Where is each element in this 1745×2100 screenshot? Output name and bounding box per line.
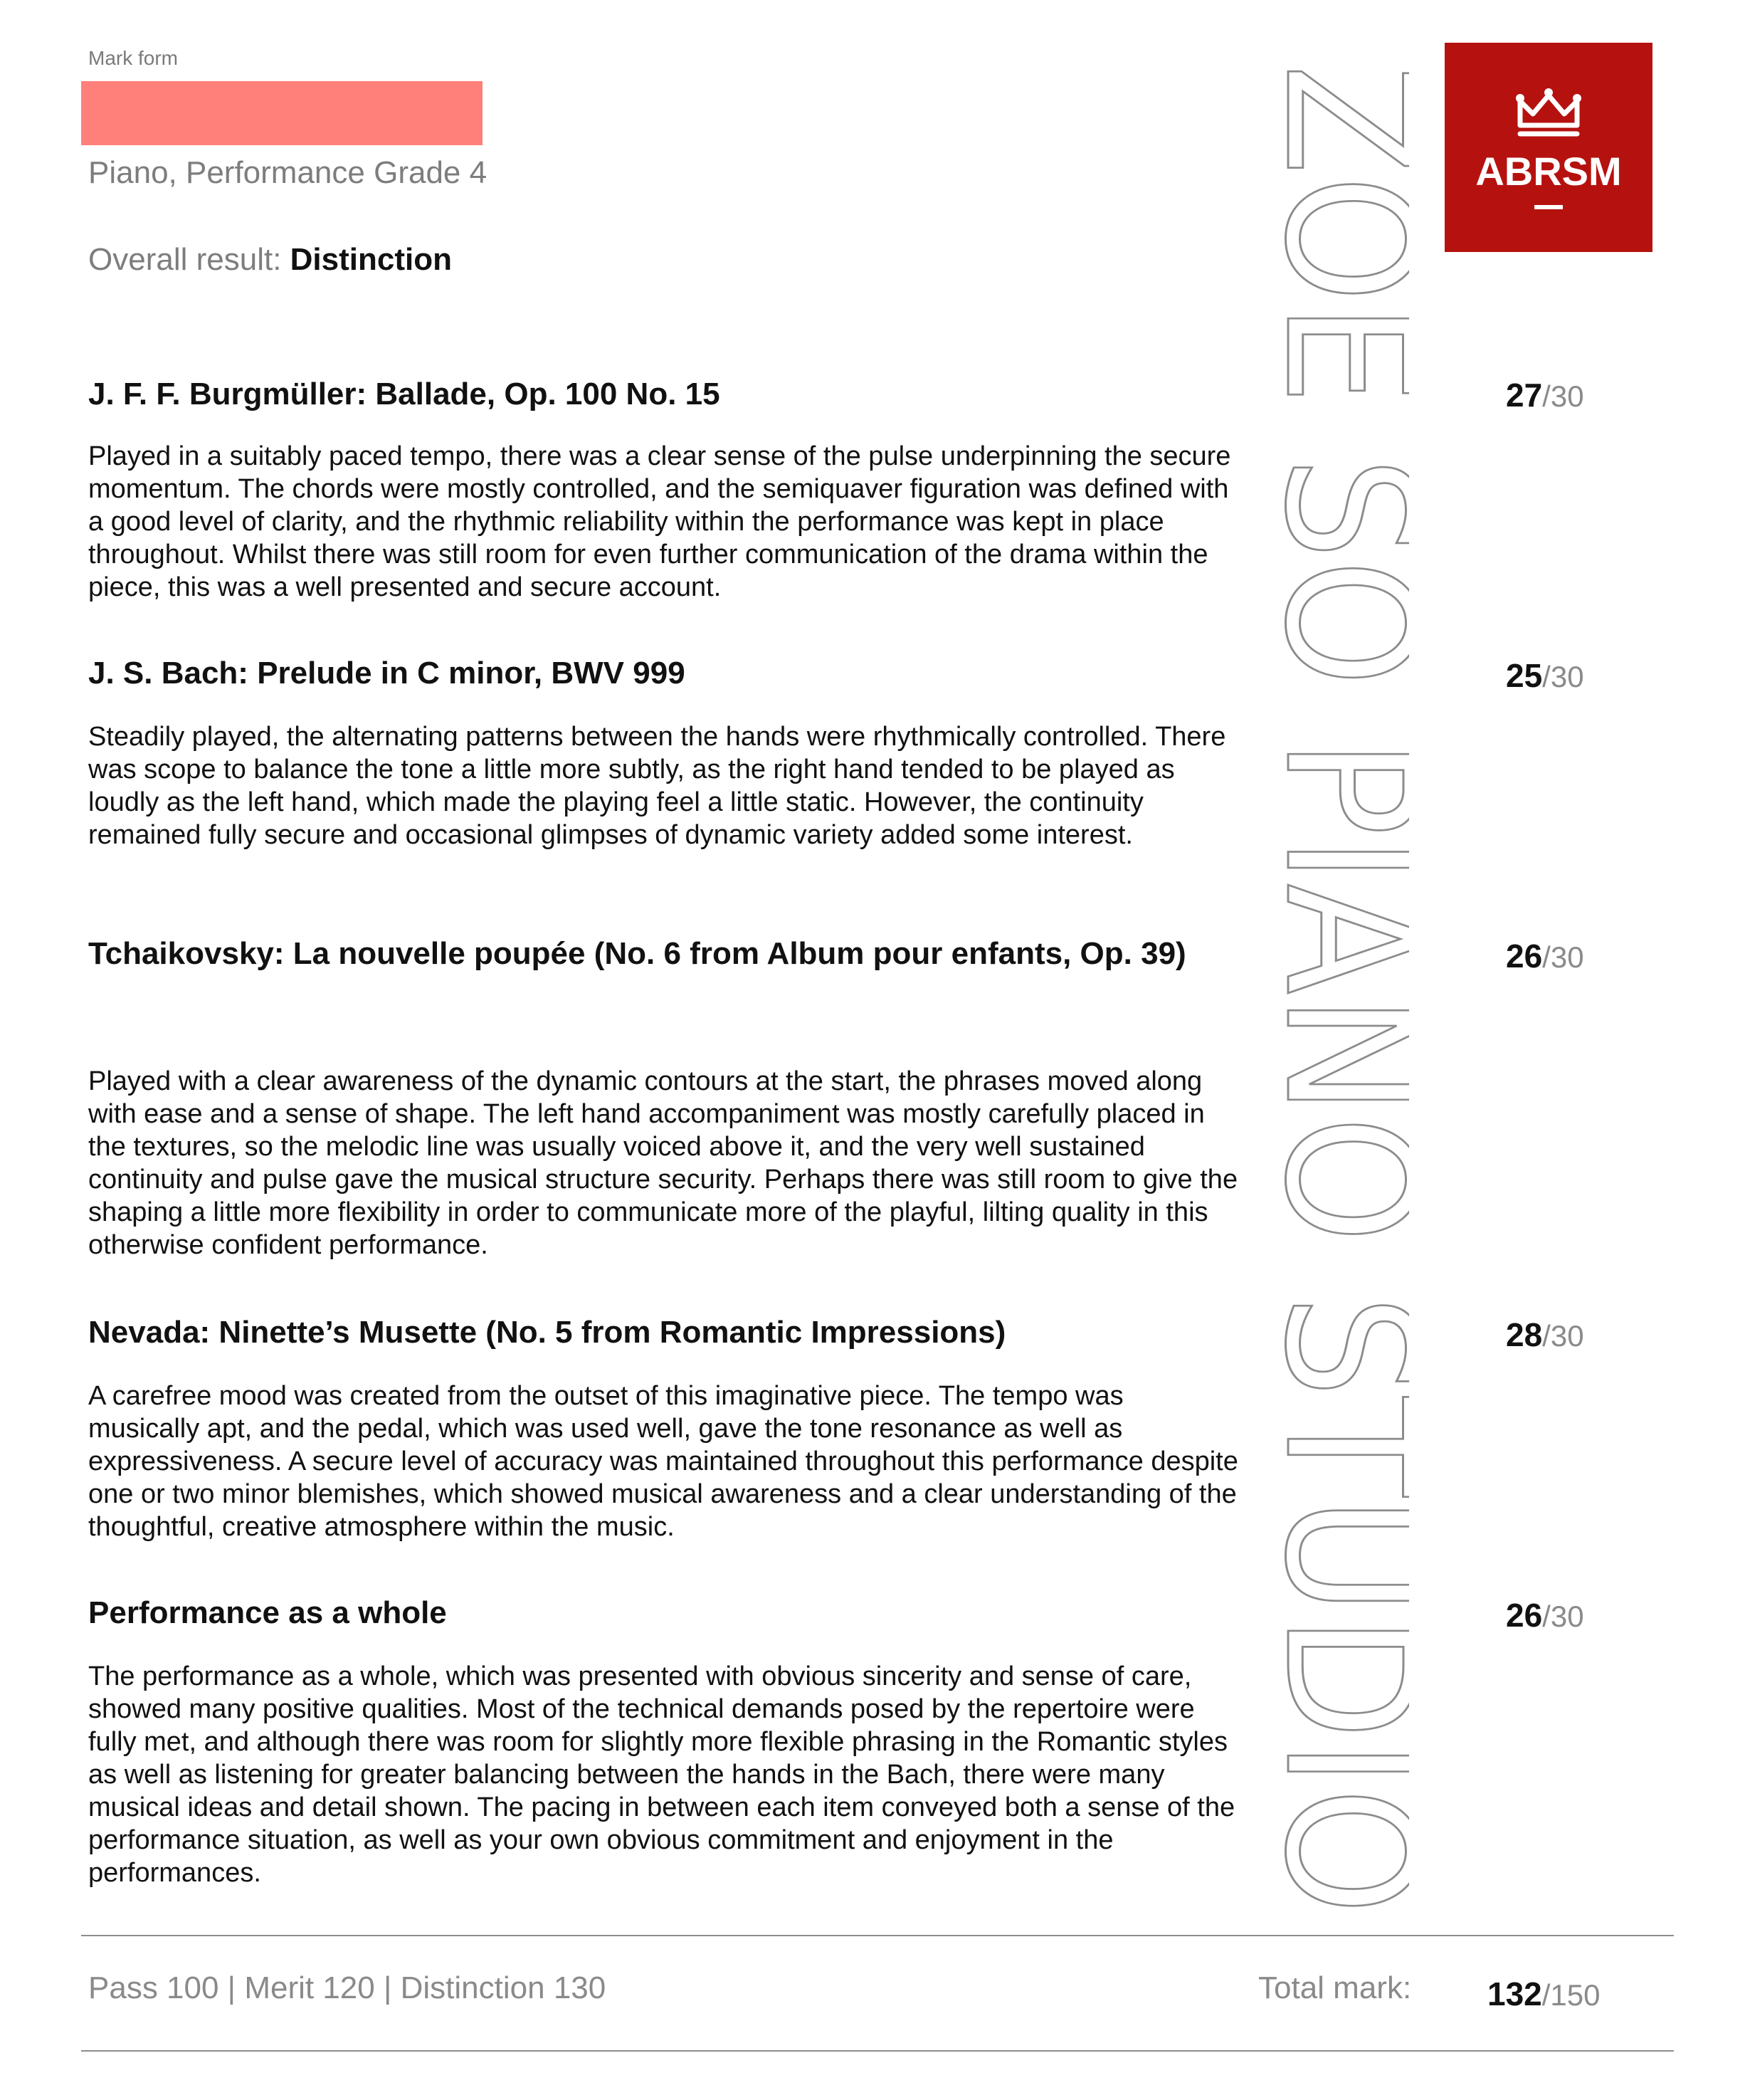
- score-max: /30: [1542, 379, 1584, 413]
- total-mark: [1487, 1975, 1601, 2013]
- divider: [81, 1935, 1674, 1936]
- section-title: Tchaikovsky: La nouvelle poupée (No. 6 from Album pour enfants, Op. 39): [88, 936, 1186, 971]
- score-value: 26: [1506, 938, 1543, 975]
- divider: [81, 2050, 1674, 2052]
- section-comment: Played in a suitably paced tempo, there was a clear sense of the pulse underpinning the secure momentum. The chords were mostly controlled, and the semiquaver figuration was defined with a good level of clarity, and the rhythmic reliability within the performance was kept in place throughout. Whilst there was still room for even further communication of the drama within the piece, this was a well presented and secure account.: [88, 441, 1231, 602]
- redacted-candidate-name: [81, 81, 483, 145]
- section-comment: The performance as a whole, which was presented with obvious sincerity and sense of care, showed many positive qualities. Most of the technical demands posed by the repertoire were fully met, and although there was room for slightly more flexible phrasing in the Romantic styles as well as listening for greater balancing between the hands in the Bach, there were many musical ideas and detail shown. The pacing in between each item conveyed both a sense of the performance situation, as well as your own obvious commitment and enjoyment in the performances.: [88, 1661, 1235, 1888]
- logo-wordmark: ABRSM: [1475, 149, 1622, 194]
- score-value: 27: [1506, 377, 1543, 414]
- subject-line: Piano, Performance Grade 4: [88, 155, 487, 190]
- total-mark-label: Total mark:: [1258, 1970, 1412, 2005]
- watermark-text: ZOE SO PIANO STUD: [1253, 64, 1409, 1906]
- section-comment: Steadily played, the alternating patterns between the hands were rhythmically controlled. There was scope to balance the tone a little more subtly, as the right hand tended to be played as loudly as the left hand, which made the playing feel a little static. However, the continuity remained fully secure and occasional glimpses of dynamic variety added some interest.: [88, 722, 1226, 850]
- score-max: /30: [1542, 1600, 1584, 1633]
- section-score: [1506, 656, 1584, 695]
- mark-form-label: Mark form: [88, 47, 178, 69]
- section-score: [1506, 376, 1584, 414]
- score-max: /30: [1542, 940, 1584, 974]
- overall-result-value: Distinction: [290, 242, 452, 277]
- section-title: J. S. Bach: Prelude in C minor, BWV 999: [88, 656, 685, 691]
- watermark: [1253, 57, 1409, 1922]
- overall-result-label: Overall result:: [88, 242, 282, 277]
- score-max: /30: [1542, 660, 1584, 693]
- total-mark-value: 132: [1487, 1975, 1542, 2012]
- overall-result: [88, 242, 452, 278]
- score-value: 25: [1506, 657, 1543, 694]
- grade-thresholds: Pass 100 | Merit 120 | Distinction 130: [88, 1970, 606, 2005]
- crown-icon: [1445, 43, 1652, 252]
- score-value: 26: [1506, 1597, 1543, 1634]
- section-title: J. F. F. Burgmüller: Ballade, Op. 100 No. 15: [88, 377, 720, 411]
- section-title: Performance as a whole: [88, 1595, 447, 1630]
- score-value: 28: [1506, 1316, 1543, 1353]
- total-mark-max: /150: [1541, 1978, 1601, 2012]
- section-score: [1506, 1596, 1584, 1634]
- section-comment: Played with a clear awareness of the dynamic contours at the start, the phrases moved along with ease and a sense of shape. The left hand accompaniment was mostly carefully placed in the textures, so the melodic line was usually voiced above it, and the very well sustained continuity and pulse gave the musical structure security. Perhaps there was still room to give the shaping a little more flexibility in order to communicate more of the playful, lilting quality in this otherwise confident performance.: [88, 1066, 1238, 1260]
- section-comment: A carefree mood was created from the outset of this imaginative piece. The tempo was musically apt, and the pedal, which was used well, gave the tone resonance as well as expressiveness. A secure level of accuracy was maintained throughout this performance despite one or two minor blemishes, which showed musical awareness and a clear understanding of the thoughtful, creative atmosphere within the music.: [88, 1381, 1238, 1542]
- score-max: /30: [1542, 1319, 1584, 1353]
- section-score: [1506, 1316, 1584, 1354]
- section-title: Nevada: Ninette’s Musette (No. 5 from Romantic Impressions): [88, 1315, 1006, 1350]
- abrsm-logo: [1445, 43, 1652, 252]
- section-score: [1506, 937, 1584, 975]
